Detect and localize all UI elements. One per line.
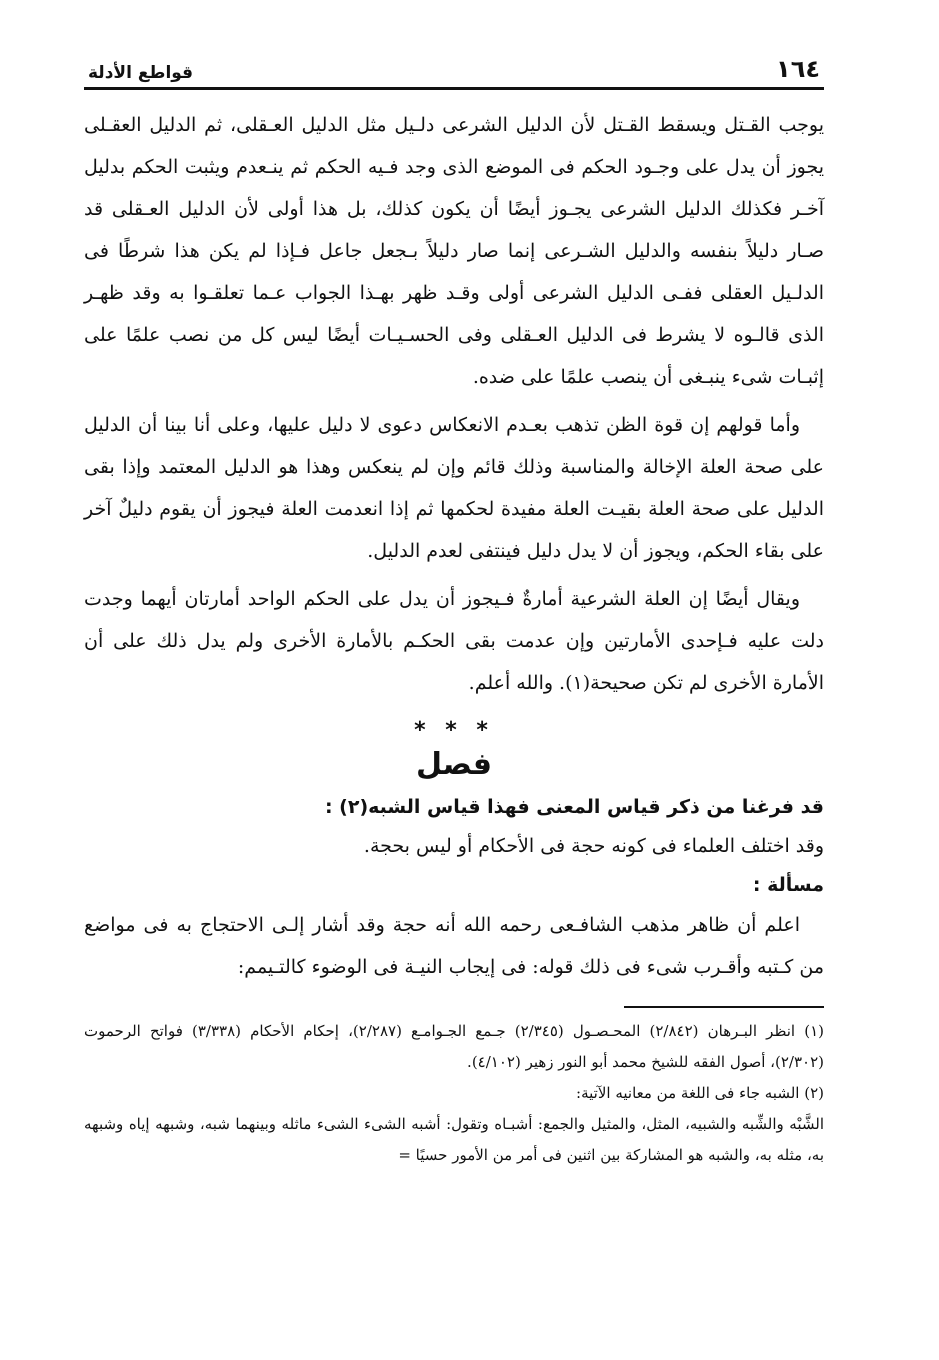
section-line: وقد اختلف العلماء فى كونه حجة فى الأحكام أو ليس بحجة.: [363, 835, 824, 857]
footnote-1: (١) انظر البـرهان (٢/٨٤٢) المحـصـول (٢/٣٤٥) جـمع الجـوامـع (٢/٢٨٧)، إحكام الأحكام (٣/٣٣٨) فواتح الرحموت (٢/٣٠٢)، أصول الفقه للشيخ محمد أبو النور زهير (٤/١٠٢).: [84, 1022, 824, 1071]
section-heading: قد فرغنا من ذكر قياس المعنى فهذا قياس الشبه(٢) :: [324, 796, 824, 818]
paragraph-amara: ويقال أيضًا إن العلة الشرعية أمارةٌ فـيجوز أن يدل على الحكم الواحد أمارتان أيهما وجدت دلت عليه فـإحدى الأمارتين وإن عدمت بقى الحكـم بالأمارة الأخرى ولم يدل ذلك على أن الأمارة الأخرى لم تكن صحيحة(١). والله أعلم.: [84, 588, 824, 694]
section-separator: * * *: [414, 718, 494, 743]
page-number: ١٦٤: [776, 55, 820, 83]
book-title: قواطع الأدلة: [88, 63, 194, 83]
page-header: [84, 52, 824, 90]
section-title: فصل: [416, 747, 492, 782]
question-label: مسألة :: [752, 874, 824, 896]
footnote-2-body: الشَّبْه والشِّبه والشبيه، المثل، والمثيل والجمع: أشبـاه وتقول: أشبه الشىء الشىء ماثله وبينهما شبه، وشبهه إياه وشبهه به، مثله به، والشبه هو المشاركة بين اثنين فى أمر من الأمور حسيًا =: [84, 1115, 824, 1164]
question-body: اعلم أن ظاهر مذهب الشافـعى رحمه الله أنه حجة وقد أشار إلـى الاحتجاج به فى مواضع من كـتبه وأقـرب شىء فى ذلك قوله: فى إيجاب النيـة فى الوضوء كالتـيمم:: [84, 914, 824, 978]
main-text: [84, 104, 824, 704]
paragraph-reply: وأما قولهم إن قوة الظن تذهب بعـدم الانعكاس دعوى لا دليل عليها، وعلى أنا بينا أن الدليل على صحة العلة الإخالة والمناسبة وذلك قائم وإن لم ينعكس وهذا هو الدليل المعتمد وإذا بقى الدليل على صحة العلة بقيـت العلة مفيدة لحكمها ثم إذا انعدمت العلة فيجوز أن يقوم دليلٌ آخر على بقاء الحكم، ويجوز أن لا يدل دليل فينتفى لعدم الدليل.: [84, 414, 824, 562]
book-page: [84, 52, 824, 1342]
footnote-separator: [624, 1006, 824, 1008]
footnotes: [84, 1016, 824, 1171]
footnote-2: (٢) الشبه جاء فى اللغة من معانيه الآتية:: [576, 1084, 824, 1102]
paragraph-continuation: يوجب القـتل ويسقط القـتل لأن الدليل الشرعى دلـيل مثل الدليل العـقلى، ثم الدليل العقـلى يجوز أن يدل على وجـود الحكم فى الموضع الذى وجد فـيه الحكم ثم ينـعدم ويثبت الحكم بدليل آخـر فكذلك الدليل الشرعى يجـوز أيضًا أن يكون كذلك، بل هذا أولى لأن الدليل العـقلى قد صـار دليلاً بنفسه والدليل الشـرعى إنما صار دليلاً بـجعل جاعل فـإذا لم يكن هذا شرطًا فى الدلـيل العقلى ففـى الدليل الشرعى أولى وقـد ظهر بهـذا الجواب عـما تعلقـوا به وقد ظهـر الذى قالـوه لا يشرط فى الدليل العـقلى وفى الحسـيـات أيضًا ليس كل من نصب علمًا على إثبـات شىء ينبـغى أن ينصب علمًا على ضده.: [84, 114, 824, 388]
